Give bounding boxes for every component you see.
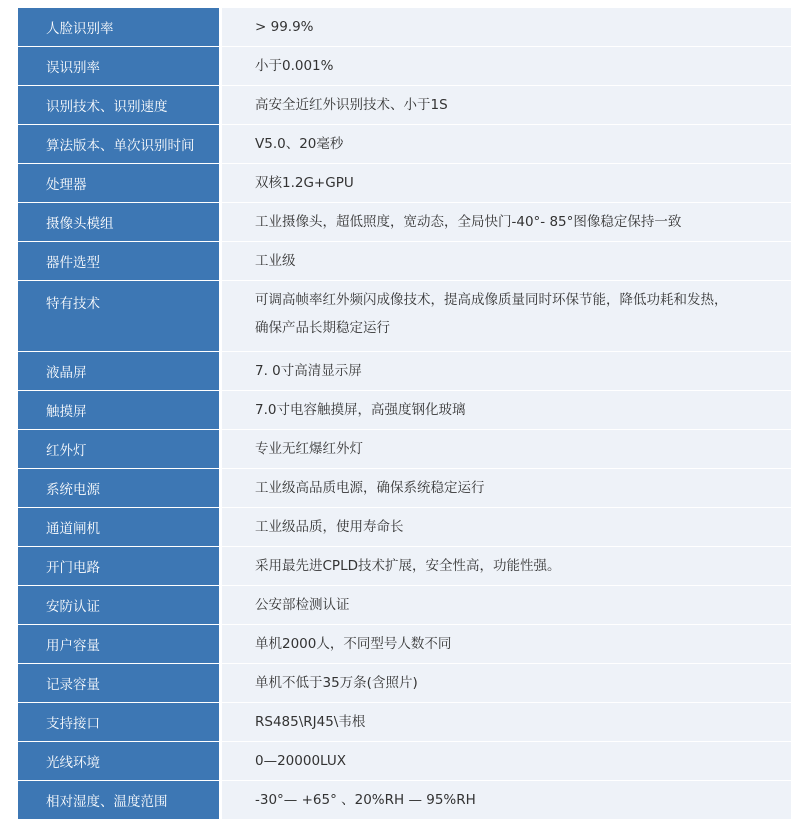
spec-value: 可调高帧率红外频闪成像技术，提高成像质量同时环保节能，降低功耗和发热， 确保产品长期稳定运行 xyxy=(222,281,791,351)
spec-row-touch-screen xyxy=(18,391,791,430)
spec-value: 工业级高品质电源，确保系统稳定运行 xyxy=(222,469,791,507)
spec-row-turnstile xyxy=(18,508,791,547)
spec-row-light-environment xyxy=(18,742,791,781)
spec-row-user-capacity xyxy=(18,625,791,664)
spec-value: 采用最先进CPLD技术扩展，安全性高，功能性强。 xyxy=(222,547,791,585)
spec-row-record-capacity xyxy=(18,664,791,703)
spec-label: 人脸识别率 xyxy=(18,8,222,46)
spec-label: 相对湿度、温度范围 xyxy=(18,781,222,819)
spec-row-false-recognition-rate xyxy=(18,47,791,86)
spec-value: 工业级品质，使用寿命长 xyxy=(222,508,791,546)
spec-value: 单机2000人，不同型号人数不同 xyxy=(222,625,791,663)
spec-label: 液晶屏 xyxy=(18,352,222,390)
spec-value: 7. 0寸高清显示屏 xyxy=(222,352,791,390)
spec-label: 误识别率 xyxy=(18,47,222,85)
spec-value: 双核1.2G+GPU xyxy=(222,164,791,202)
spec-label: 通道闸机 xyxy=(18,508,222,546)
spec-label: 支持接口 xyxy=(18,703,222,741)
spec-row-supported-interfaces xyxy=(18,703,791,742)
spec-row-security-certification xyxy=(18,586,791,625)
spec-row-camera-module xyxy=(18,203,791,242)
spec-label: 光线环境 xyxy=(18,742,222,780)
spec-row-processor xyxy=(18,164,791,203)
spec-table xyxy=(18,8,791,820)
spec-row-recognition-tech-speed xyxy=(18,86,791,125)
spec-value: 7.0寸电容触摸屏，高强度钢化玻璃 xyxy=(222,391,791,429)
spec-row-special-technology xyxy=(18,281,791,352)
spec-label: 算法版本、单次识别时间 xyxy=(18,125,222,163)
spec-row-component-selection xyxy=(18,242,791,281)
spec-row-face-recognition-rate xyxy=(18,8,791,47)
spec-value: > 99.9% xyxy=(222,8,791,46)
spec-value: 工业级 xyxy=(222,242,791,280)
spec-value: V5.0、20毫秒 xyxy=(222,125,791,163)
spec-value: 0—20000LUX xyxy=(222,742,791,780)
spec-value: 单机不低于35万条(含照片) xyxy=(222,664,791,702)
spec-label: 用户容量 xyxy=(18,625,222,663)
spec-row-algorithm-version xyxy=(18,125,791,164)
spec-row-infrared-light xyxy=(18,430,791,469)
spec-value: RS485\RJ45\韦根 xyxy=(222,703,791,741)
spec-label: 特有技术 xyxy=(18,281,222,351)
spec-value: 高安全近红外识别技术、小于1S xyxy=(222,86,791,124)
spec-label: 处理器 xyxy=(18,164,222,202)
spec-value: 小于0.001% xyxy=(222,47,791,85)
spec-value: 专业无红爆红外灯 xyxy=(222,430,791,468)
spec-row-system-power xyxy=(18,469,791,508)
spec-value: 工业摄像头，超低照度，宽动态，全局快门-40°- 85°图像稳定保持一致 xyxy=(222,203,791,241)
spec-label: 记录容量 xyxy=(18,664,222,702)
spec-label: 触摸屏 xyxy=(18,391,222,429)
spec-label: 器件选型 xyxy=(18,242,222,280)
spec-row-lcd-screen xyxy=(18,352,791,391)
spec-label: 红外灯 xyxy=(18,430,222,468)
spec-label: 安防认证 xyxy=(18,586,222,624)
spec-label: 识别技术、识别速度 xyxy=(18,86,222,124)
spec-row-humidity-temperature xyxy=(18,781,791,820)
spec-label: 开门电路 xyxy=(18,547,222,585)
spec-row-door-circuit xyxy=(18,547,791,586)
spec-label: 摄像头模组 xyxy=(18,203,222,241)
spec-value: 公安部检测认证 xyxy=(222,586,791,624)
spec-label: 系统电源 xyxy=(18,469,222,507)
spec-value: -30°— +65° 、20%RH — 95%RH xyxy=(222,781,791,819)
